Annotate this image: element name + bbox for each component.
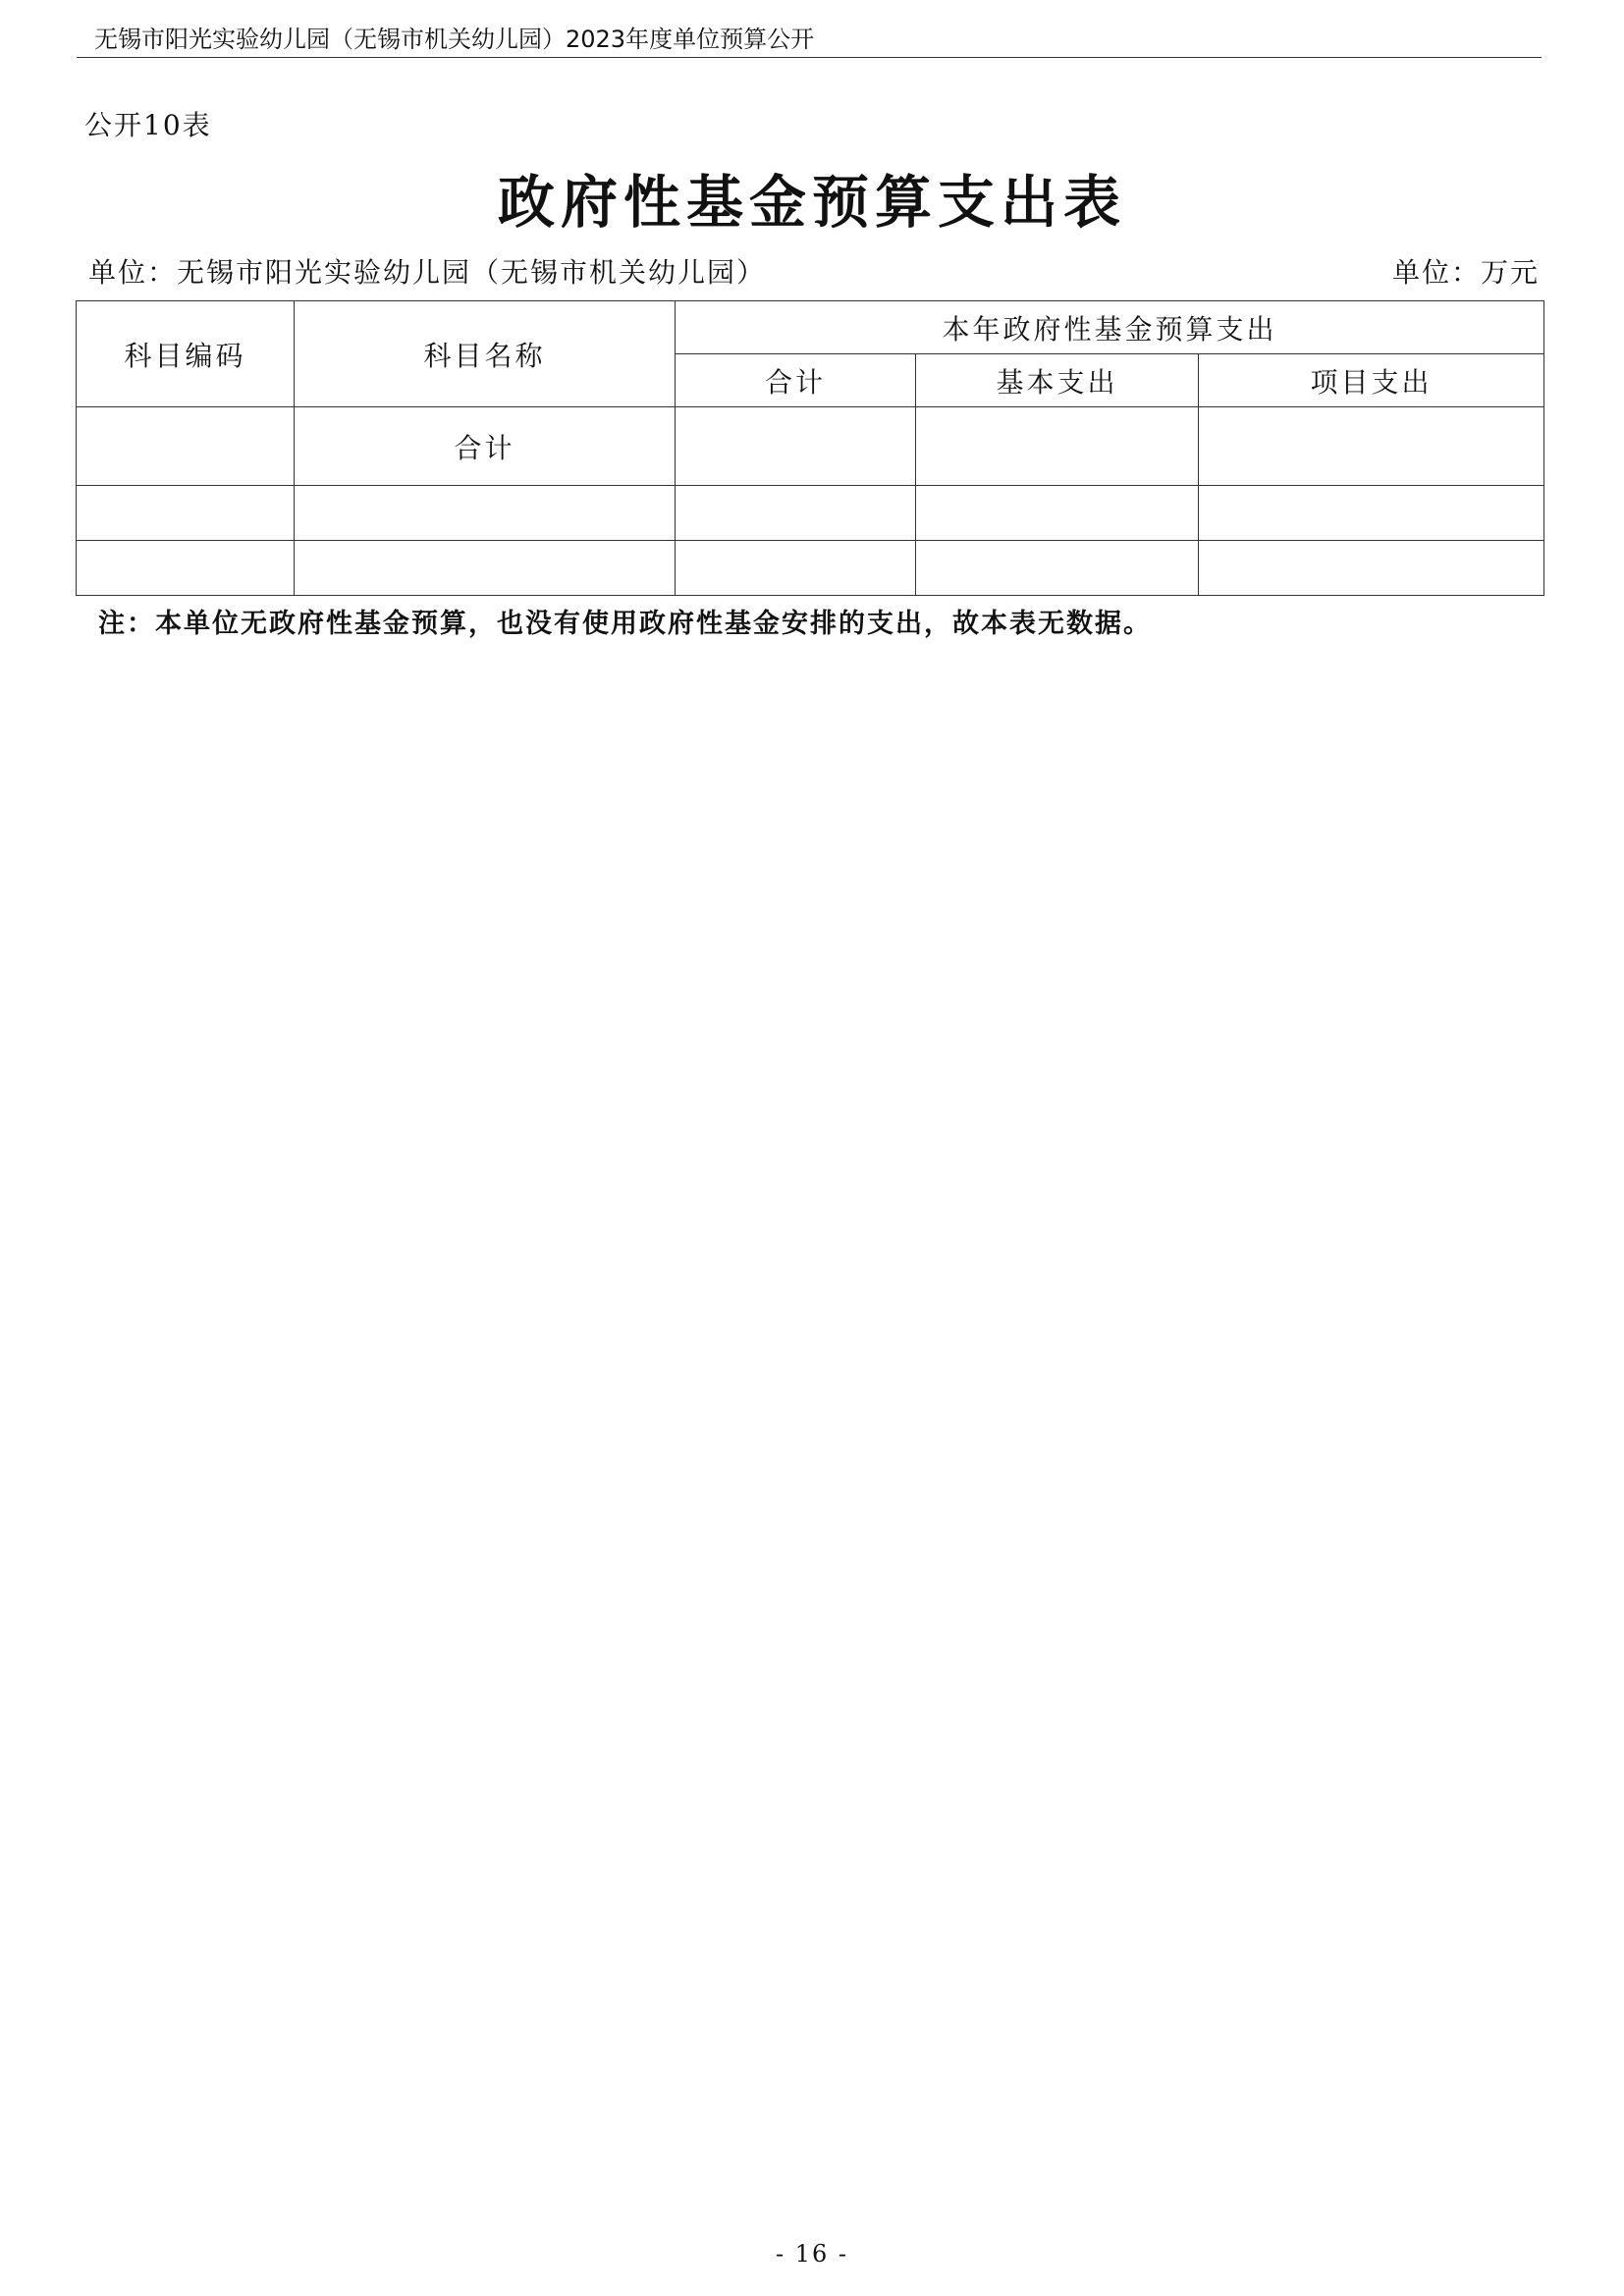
currency-unit: 单位：万元 (1391, 256, 1540, 289)
header-rule (77, 57, 1542, 58)
cell-name (295, 486, 676, 541)
cell-total (676, 407, 916, 486)
cell-name: 合计 (295, 407, 676, 486)
header-code: 科目编码 (77, 301, 295, 407)
cell-project (1199, 407, 1544, 486)
cell-code (77, 486, 295, 541)
document-title: 政府性基金预算支出表 (497, 169, 1126, 236)
cell-basic (916, 541, 1199, 596)
table-row (77, 486, 1544, 541)
cell-code (77, 541, 295, 596)
table-header-row (77, 301, 1544, 354)
header-group: 本年政府性基金预算支出 (676, 301, 1544, 354)
cell-total (676, 486, 916, 541)
cell-total (676, 541, 916, 596)
budget-table (76, 300, 1544, 596)
cell-name (295, 541, 676, 596)
table-row (77, 407, 1544, 486)
running-header: 无锡市阳光实验幼儿园（无锡市机关幼儿园）2023年度单位预算公开 (94, 26, 815, 53)
cell-code (77, 407, 295, 486)
header-project: 项目支出 (1199, 354, 1544, 407)
header-name: 科目名称 (295, 301, 676, 407)
header-total: 合计 (676, 354, 916, 407)
header-basic: 基本支出 (916, 354, 1199, 407)
table-number: 公开10表 (84, 109, 212, 141)
cell-basic (916, 486, 1199, 541)
table-row (77, 541, 1544, 596)
cell-project (1199, 486, 1544, 541)
reporting-unit: 单位：无锡市阳光实验幼儿园（无锡市机关幼儿园） (88, 256, 767, 289)
cell-project (1199, 541, 1544, 596)
page-number: - 16 - (775, 2240, 848, 2268)
cell-basic (916, 407, 1199, 486)
table-note: 注：本单位无政府性基金预算，也没有使用政府性基金安排的支出，故本表无数据。 (98, 609, 1152, 639)
